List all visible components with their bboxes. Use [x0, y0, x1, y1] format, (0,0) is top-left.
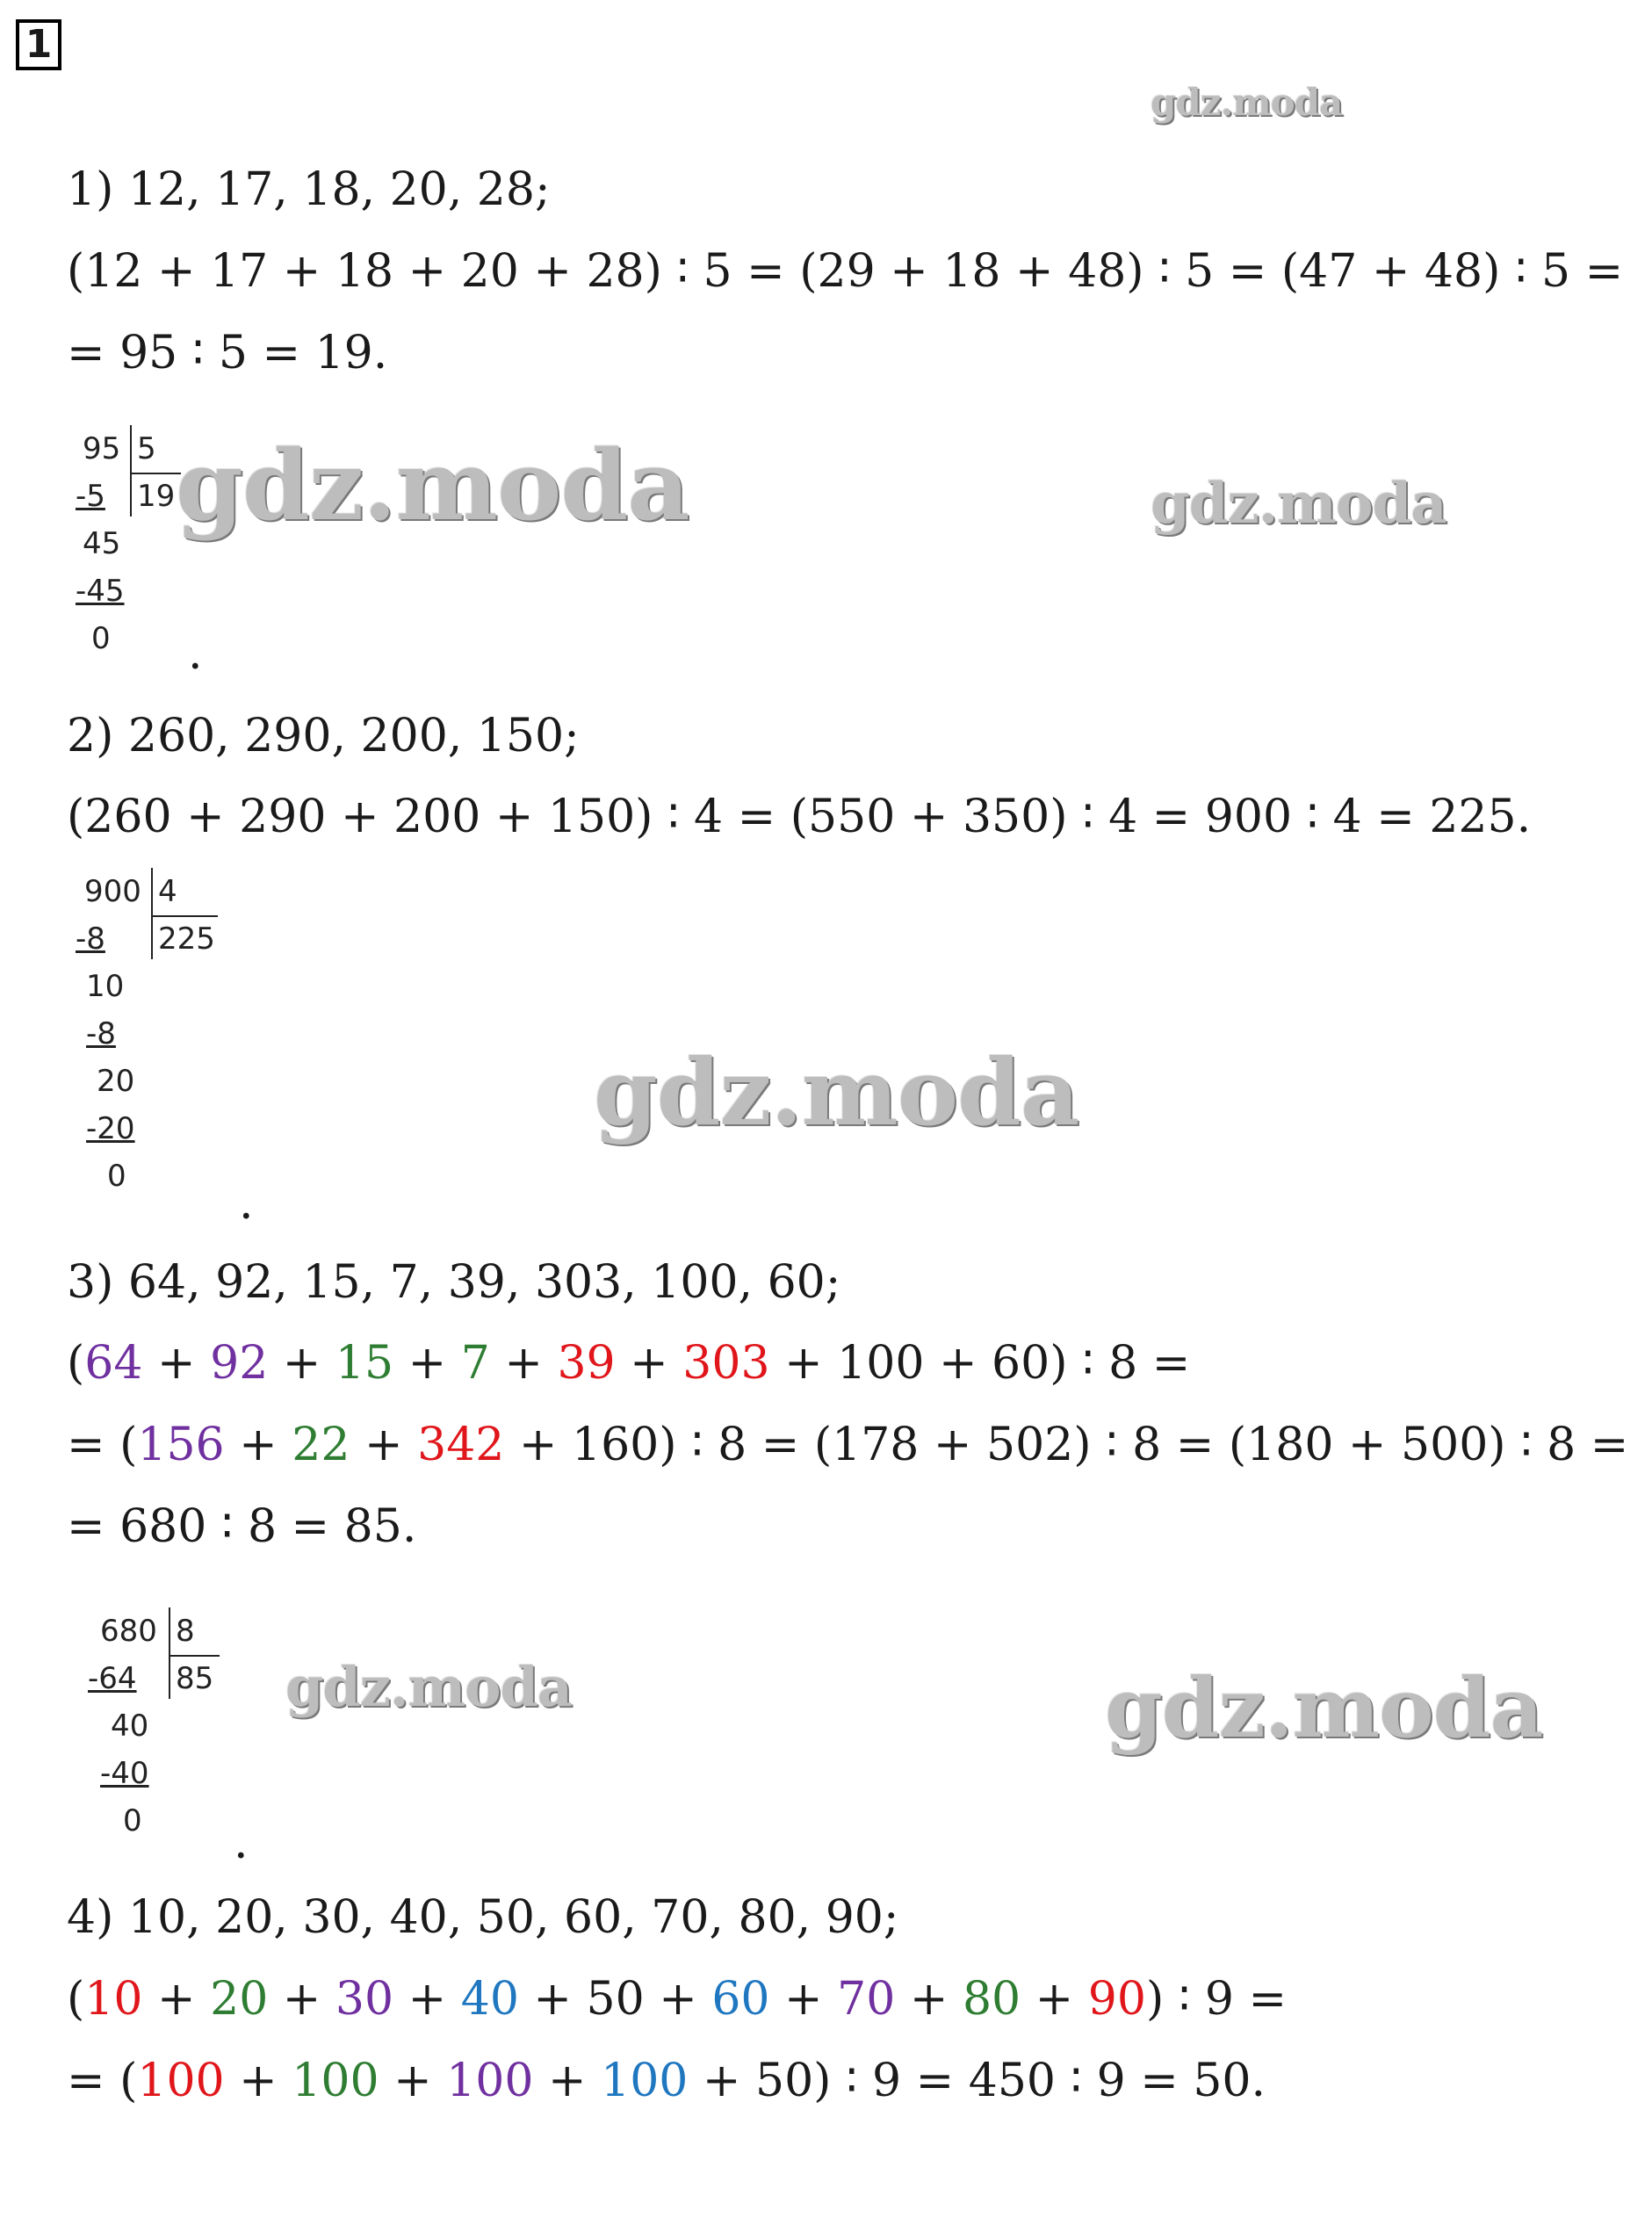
item-3-numbers: 3) 64, 92, 15, 7, 39, 303, 100, 60;	[67, 1256, 841, 1309]
item-3-expression-line-b: = (156 + 22 + 342 + 160) ∶ 8 = (178 + 502) ∶ 8 = (180 + 500) ∶ 8 =	[67, 1419, 1629, 1471]
task-number-box	[16, 19, 61, 70]
division-step: -40	[100, 1756, 149, 1791]
item-1-expression-line-b: = 95 ∶ 5 = 19.	[67, 327, 388, 379]
highlighted-number: 100	[292, 2055, 379, 2107]
dot: .	[188, 627, 203, 680]
division-step: -5	[76, 479, 105, 514]
division-step: -20	[86, 1111, 135, 1146]
item-1-expression-line-a: (12 + 17 + 18 + 20 + 28) ∶ 5 = (29 + 18 + 48) ∶ 5 = (47 + 48) ∶ 5 =	[67, 245, 1624, 298]
item-2-numbers: 2) 260, 290, 200, 150;	[67, 710, 580, 762]
dividend: 900	[84, 874, 141, 909]
dividend: 95	[83, 431, 121, 466]
division-bar	[130, 425, 132, 517]
watermark: gdz.moda	[285, 1655, 572, 1719]
highlighted-number: 10	[84, 1973, 143, 2026]
division-step: 20	[97, 1064, 135, 1099]
highlighted-number: 90	[1087, 1973, 1146, 2026]
division-step: 10	[86, 969, 125, 1004]
highlighted-number: 30	[335, 1973, 394, 2026]
highlighted-number: 80	[962, 1973, 1021, 2026]
item-2-expression: (260 + 290 + 200 + 150) ∶ 4 = (550 + 350) ∶ 4 = 900 ∶ 4 = 225.	[67, 791, 1532, 843]
dot: .	[239, 1177, 254, 1230]
highlighted-number: 7	[460, 1337, 490, 1390]
division-step: -45	[76, 574, 125, 609]
item-4-expression-line-b: = (100 + 100 + 100 + 100 + 50) ∶ 9 = 450 ∶ 9 = 50.	[67, 2055, 1266, 2107]
highlighted-number: 70	[837, 1973, 896, 2026]
highlighted-number: 40	[460, 1973, 519, 2026]
highlighted-number: 20	[210, 1973, 269, 2026]
division-step: 0	[123, 1803, 142, 1839]
division-step: 0	[107, 1159, 126, 1194]
highlighted-number: 64	[84, 1337, 143, 1390]
item-4-expression-line-a: (10 + 20 + 30 + 40 + 50 + 60 + 70 + 80 + 90) ∶ 9 =	[67, 1973, 1288, 2026]
highlighted-number: 15	[335, 1337, 394, 1390]
quotient: 85	[176, 1661, 214, 1696]
watermark: gdz.moda	[594, 1038, 1079, 1146]
highlighted-number: 92	[210, 1337, 269, 1390]
division-step: 0	[91, 621, 111, 656]
divisor: 4	[158, 874, 177, 909]
watermark: gdz.moda	[1151, 81, 1343, 124]
division-step: -8	[76, 921, 105, 957]
divisor: 8	[176, 1614, 195, 1649]
division-step: -8	[86, 1016, 116, 1051]
watermark: gdz.moda	[1105, 1660, 1543, 1757]
highlighted-number: 303	[682, 1337, 770, 1390]
division-step: 40	[111, 1708, 149, 1744]
item-3-expression-line-a: (64 + 92 + 15 + 7 + 39 + 303 + 100 + 60) ∶ 8 =	[67, 1337, 1191, 1390]
quotient: 19	[137, 479, 176, 514]
highlighted-number: 342	[417, 1419, 505, 1471]
item-2-long-division	[76, 868, 234, 1200]
highlighted-number: 100	[446, 2055, 534, 2107]
highlighted-number: 39	[557, 1337, 616, 1390]
dot: .	[234, 1817, 249, 1869]
watermark: gdz.moda	[1151, 471, 1446, 537]
division-bar	[169, 1607, 170, 1699]
dividend: 680	[100, 1614, 157, 1649]
task-number: 1	[25, 22, 53, 67]
division-step: 45	[83, 526, 121, 561]
item-3-expression-line-c: = 680 ∶ 8 = 85.	[67, 1500, 417, 1553]
watermark: gdz.moda	[176, 429, 689, 542]
highlighted-number: 156	[137, 1419, 225, 1471]
item-1-numbers: 1) 12, 17, 18, 20, 28;	[67, 163, 551, 216]
highlighted-number: 100	[601, 2055, 689, 2107]
item-1-long-division	[76, 425, 190, 662]
item-3-long-division	[88, 1607, 228, 1845]
highlighted-number: 60	[711, 1973, 770, 2026]
highlighted-number: 100	[137, 2055, 225, 2107]
divisor: 5	[137, 431, 156, 466]
division-step: -64	[88, 1661, 137, 1696]
division-bar	[151, 868, 153, 959]
highlighted-number: 22	[292, 1419, 350, 1471]
quotient: 225	[158, 921, 215, 957]
item-4-numbers: 4) 10, 20, 30, 40, 50, 60, 70, 80, 90;	[67, 1891, 899, 1944]
